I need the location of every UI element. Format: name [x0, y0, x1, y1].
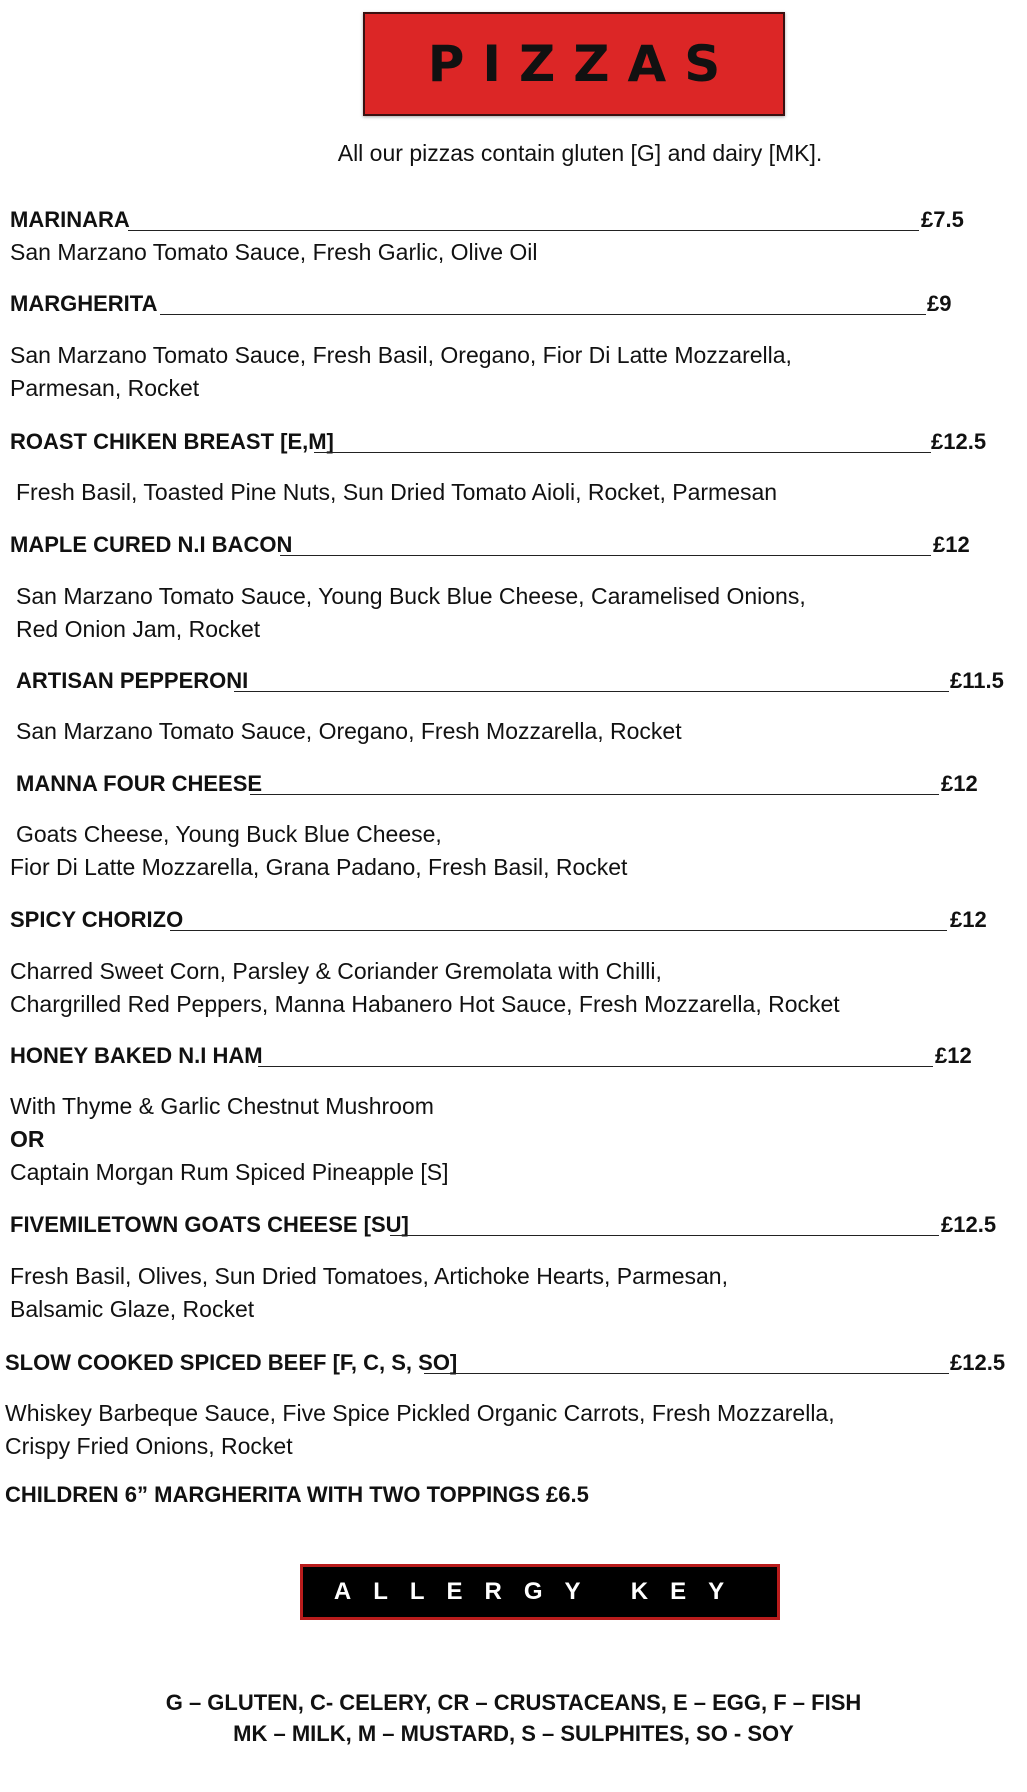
page-title: PIZZAS — [427, 35, 739, 93]
item-description: Whiskey Barbeque Sauce, Five Spice Pickled Organic Carrots, Fresh Mozzarella, — [5, 1400, 835, 1426]
item-price: £12 — [933, 532, 970, 557]
item-description: Captain Morgan Rum Spiced Pineapple [S] — [10, 1159, 449, 1185]
leader-line — [314, 452, 931, 453]
item-price: £12.5 — [931, 429, 987, 454]
leader-line — [258, 1066, 933, 1067]
item-title: SPICY CHORIZO — [10, 907, 184, 932]
item-title: SLOW COOKED SPICED BEEF [F, C, S, SO] — [5, 1350, 458, 1375]
item-title: MARGHERITA — [10, 291, 158, 316]
allergy-key-banner — [300, 1564, 780, 1620]
allergy-legend-line: G – GLUTEN, C- CELERY, CR – CRUSTACEANS, E – EGG, F – FISH — [165, 1690, 862, 1715]
leader-line — [390, 1235, 939, 1236]
item-title: MARINARA — [10, 207, 130, 232]
item-description: Fresh Basil, Toasted Pine Nuts, Sun Dried Tomato Aioli, Rocket, Parmesan — [16, 479, 778, 505]
item-price: £12 — [950, 907, 987, 932]
item-description: Parmesan, Rocket — [10, 375, 200, 401]
item-description: San Marzano Tomato Sauce, Fresh Basil, Oregano, Fior Di Latte Mozzarella, — [10, 342, 792, 368]
leader-line — [250, 794, 939, 795]
item-price: £7.5 — [921, 207, 964, 232]
subtitle: All our pizzas contain gluten [G] and dairy [MK]. — [337, 140, 823, 166]
item-price: £12.5 — [941, 1212, 997, 1237]
item-description: Fior Di Latte Mozzarella, Grana Padano, Fresh Basil, Rocket — [10, 854, 628, 880]
item-description: Fresh Basil, Olives, Sun Dried Tomatoes, Artichoke Hearts, Parmesan, — [10, 1263, 728, 1289]
item-title: FIVEMILETOWN GOATS CHEESE [SU] — [10, 1212, 409, 1237]
item-price: £12 — [935, 1043, 972, 1068]
leader-line — [170, 930, 947, 931]
item-price: £9 — [927, 291, 952, 316]
children-pizza-note: CHILDREN 6” MARGHERITA WITH TWO TOPPINGS £6.5 — [5, 1482, 589, 1507]
item-description: Red Onion Jam, Rocket — [16, 616, 261, 642]
item-description: Balsamic Glaze, Rocket — [10, 1296, 255, 1322]
item-title: MAPLE CURED N.I BACON — [10, 532, 293, 557]
item-title: ROAST CHIKEN BREAST [E,M] — [10, 429, 334, 454]
item-title: ARTISAN PEPPERONI — [16, 668, 249, 693]
item-description: Crispy Fried Onions, Rocket — [5, 1433, 293, 1459]
item-description: San Marzano Tomato Sauce, Fresh Garlic, Olive Oil — [10, 239, 538, 265]
allergy-key-title: ALLERGY KEY — [333, 1578, 747, 1605]
item-price: £12.5 — [950, 1350, 1006, 1375]
leader-line — [280, 555, 931, 556]
leader-line — [424, 1373, 949, 1374]
leader-line — [160, 314, 926, 315]
title-banner — [363, 12, 785, 116]
item-title: MANNA FOUR CHEESE — [16, 771, 263, 796]
leader-line — [128, 230, 919, 231]
allergy-legend-line: MK – MILK, M – MUSTARD, S – SULPHITES, SO - SOY — [233, 1721, 794, 1746]
item-description: San Marzano Tomato Sauce, Young Buck Blue Cheese, Caramelised Onions, — [16, 583, 806, 609]
item-description-or: OR — [10, 1126, 45, 1152]
item-price: £11.5 — [950, 668, 1004, 693]
item-title: HONEY BAKED N.I HAM — [10, 1043, 263, 1068]
item-description: With Thyme & Garlic Chestnut Mushroom — [10, 1093, 434, 1119]
item-description: Chargrilled Red Peppers, Manna Habanero Hot Sauce, Fresh Mozzarella, Rocket — [10, 991, 840, 1017]
item-description: San Marzano Tomato Sauce, Oregano, Fresh Mozzarella, Rocket — [16, 718, 682, 744]
leader-line — [234, 691, 949, 692]
item-description: Goats Cheese, Young Buck Blue Cheese, — [16, 821, 442, 847]
item-description: Charred Sweet Corn, Parsley & Coriander Gremolata with Chilli, — [10, 958, 662, 984]
item-price: £12 — [941, 771, 978, 796]
